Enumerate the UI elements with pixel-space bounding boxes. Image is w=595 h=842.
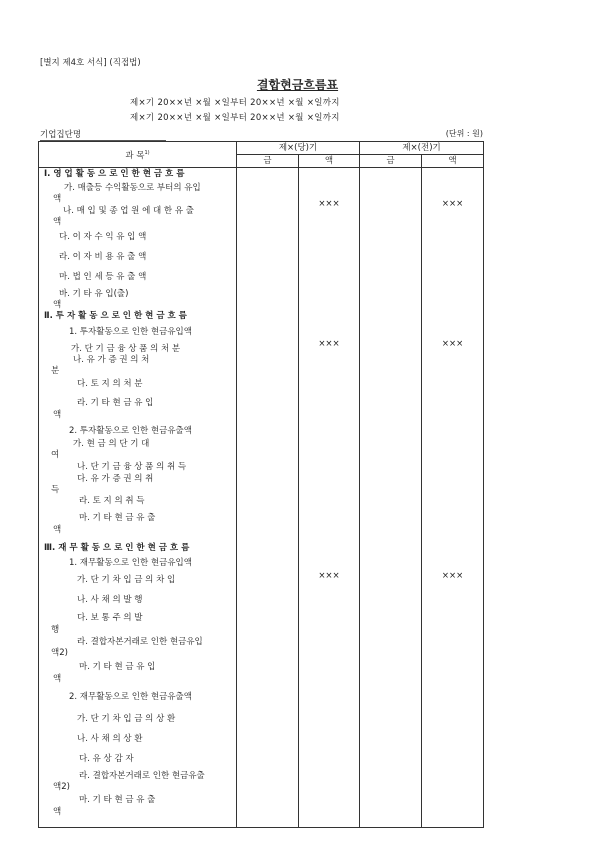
section-heading: Ⅱ. 투 자 활 동 으 로 인 한 현 금 흐 름	[44, 311, 187, 321]
line-item: 가. 매출등 수익활동으로 부터의 유입	[64, 183, 201, 193]
current-period-header: 제×(당)기	[237, 142, 360, 155]
line-item: 라. 결합자본거래로 인한 현금유입	[77, 637, 203, 647]
line-item: 액	[53, 410, 62, 420]
line-item: 다. 유 가 증 권 의 취	[77, 474, 154, 484]
current-amount-header: 금	[237, 155, 299, 168]
current-operating-total: ×××	[318, 199, 340, 209]
line-item: 2. 투자활동으로 인한 현금유출액	[69, 426, 192, 436]
line-item: 나. 유 가 증 권 의 처	[73, 355, 150, 365]
line-item: 가. 단 기 차 입 금 의 차 입	[77, 575, 176, 585]
current-total-column	[299, 168, 360, 828]
line-item: 나. 단 기 금 융 상 품 의 취 득	[77, 462, 187, 472]
line-item: 액	[53, 194, 62, 204]
prior-total-column	[422, 168, 484, 828]
line-item: 라. 토 지 의 취 득	[79, 496, 145, 506]
line-item: 나. 사 채 의 발 행	[77, 595, 143, 605]
line-item: 나. 사 채 의 상 환	[77, 734, 143, 744]
line-item: 분	[51, 366, 60, 376]
line-item: 라. 이 자 비 용 유 출 액	[59, 252, 147, 262]
section-heading: Ⅰ. 영 업 활 동 으 로 인 한 현 금 흐 름	[44, 169, 185, 179]
period-line-1: 제×기 20××년 ×월 ×일부터 20××년 ×월 ×일까지	[130, 98, 340, 108]
period-line-2: 제×기 20××년 ×월 ×일부터 20××년 ×월 ×일까지	[130, 113, 340, 123]
prior-investing-total: ×××	[441, 339, 464, 349]
line-item: 라. 기 타 현 금 유 입	[77, 398, 154, 408]
org-name-label: 기업집단명	[40, 128, 166, 141]
subject-column	[39, 168, 237, 828]
current-financing-total: ×××	[318, 571, 340, 581]
line-item: 액	[53, 217, 62, 227]
line-item: 액	[53, 300, 62, 310]
line-item: 액	[53, 807, 62, 817]
cashflow-table	[38, 141, 484, 828]
current-investing-total: ×××	[318, 339, 340, 349]
prior-detail-column	[360, 168, 422, 828]
line-item: 액2)	[53, 782, 70, 792]
line-item: 마. 기 타 현 금 유 출	[79, 795, 156, 805]
prior-amount-header-2: 액	[422, 155, 484, 168]
prior-period-header: 제×(전)기	[360, 142, 484, 155]
document-title: 결합현금흐름표	[256, 78, 339, 92]
line-item: 가. 현 금 의 단 기 대	[73, 439, 150, 449]
line-item: 다. 유 상 감 자	[79, 754, 134, 764]
footnote-marker: 1)	[144, 150, 150, 157]
line-item: 라. 결합자본거래로 인한 현금유출	[79, 771, 205, 781]
form-label: [별지 제4호 서식] (직접법)	[40, 58, 141, 68]
line-item: 다. 토 지 의 처 분	[77, 379, 143, 389]
line-item: 액	[53, 525, 62, 535]
line-item: 2. 재무활동으로 인한 현금유출액	[69, 692, 192, 702]
line-item: 바. 기 타 유 입(출)	[59, 289, 129, 299]
line-item: 1. 투자활동으로 인한 현금유입액	[69, 327, 192, 337]
line-item: 마. 기 타 현 금 유 입	[79, 662, 156, 672]
prior-financing-total: ×××	[441, 571, 464, 581]
line-item: 가. 단 기 차 입 금 의 상 환	[77, 714, 176, 724]
section-heading: Ⅲ. 재 무 활 동 으 로 인 한 현 금 흐 름	[44, 543, 190, 553]
prior-operating-total: ×××	[441, 199, 464, 209]
line-item: 가. 단 기 금 융 상 품 의 처 분	[71, 344, 181, 354]
line-item: 마. 기 타 현 금 유 출	[79, 513, 156, 523]
line-item: 액2)	[51, 648, 68, 658]
line-item: 액	[53, 674, 62, 684]
line-item: 득	[51, 485, 60, 495]
unit-label: (단위 : 원)	[445, 129, 483, 138]
line-item: 다. 보 통 주 의 발	[77, 613, 143, 623]
line-item: 다. 이 자 수 익 유 입 액	[59, 232, 147, 242]
line-item: 1. 재무활동으로 인한 현금유입액	[69, 558, 192, 568]
current-detail-column	[237, 168, 299, 828]
line-item: 마. 법 인 세 등 유 출 액	[59, 272, 147, 282]
subject-header: 과 목$^{1)}$	[39, 142, 237, 168]
line-item: 행	[51, 625, 60, 635]
line-item: 나. 매 입 및 종 업 원 에 대 한 유 출	[63, 206, 194, 216]
line-item: 여	[51, 450, 60, 460]
prior-amount-header: 금	[360, 155, 422, 168]
current-amount-header-2: 액	[299, 155, 360, 168]
